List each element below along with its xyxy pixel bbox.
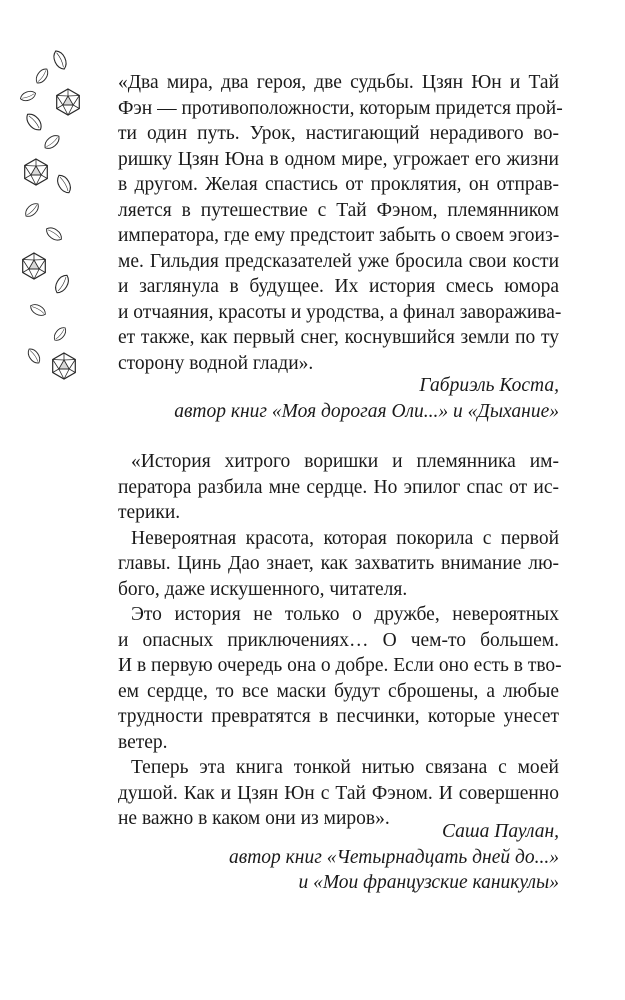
text-line: не важно в каком они из миров». <box>118 808 390 829</box>
text-line: душой. Как и Цзян Юн с Тай Фэном. И совершенно <box>118 782 559 804</box>
petal-icon <box>52 325 69 343</box>
text-line: трудности превратятся в песчинки, которые унесет <box>118 706 559 727</box>
petal-icon <box>28 302 47 318</box>
text-line: и отчаяния, красоты и уродства, а финал заворажива- <box>118 301 562 323</box>
paragraph <box>118 526 559 603</box>
text-line: ператора разбила мне сердце. Но эпилог спас от ис- <box>118 476 559 498</box>
text-line: сторону водной глади». <box>118 352 314 374</box>
text-line: «Два мира, два героя, две судьбы. Цзян Юн и Тай <box>118 72 559 93</box>
petal-icon <box>20 89 37 102</box>
polyhedral-dice-icon <box>25 159 48 185</box>
paragraph <box>118 449 559 526</box>
text-line: бого, даже искушенного, читателя. <box>118 578 408 600</box>
text-line: ти один путь. Урок, настигающий нерадивого во- <box>118 123 559 144</box>
petal-icon <box>23 201 41 219</box>
petal-icon <box>52 273 71 296</box>
text-line: ет также, как первый снег, коснувшийся земли по ту <box>118 327 559 348</box>
quote-author: Габриэль Коста, <box>419 375 559 396</box>
polyhedral-dice-icon <box>23 253 46 279</box>
text-line: ляется в путешествие с Тай Фэном, племянником <box>118 199 559 221</box>
text-line: ришку Цзян Юна в одном мире, угрожает его жизни <box>118 148 559 170</box>
quote-2-text <box>118 449 562 832</box>
quote-1-signature <box>174 373 559 424</box>
text-line: Невероятная красота, которая покорила с первой <box>131 527 559 549</box>
text-line: ем сердце, то все маски будут сброшены, а любые <box>118 680 559 702</box>
text-line: Теперь эта книга тонкой нитью связана с моей <box>131 757 559 778</box>
text-line: терики. <box>118 502 181 523</box>
quote-1-text <box>118 70 563 376</box>
quote-author: Саша Паулан, <box>442 821 559 842</box>
text-line: ме. Гильдия предсказателей уже бросила свои кости <box>118 250 559 272</box>
petal-dice-ornament <box>20 44 90 394</box>
text-line: главы. Цинь Дао знает, как захватить внимание лю- <box>118 553 559 574</box>
polyhedral-dice-icon <box>53 353 76 379</box>
text-line: и заглянула в будущее. Их история смесь юмора <box>118 276 559 297</box>
paragraph <box>118 602 562 755</box>
text-line: И в первую очередь она о добре. Если оно есть в тво- <box>118 655 562 676</box>
petal-icon <box>51 49 69 72</box>
quote-author-credit: автор книг «Четырнадцать дней до...» <box>229 846 559 868</box>
quote-author-credit: автор книг «Моя дорогая Оли...» и «Дыхание» <box>174 400 559 422</box>
polyhedral-dice-icon <box>57 89 80 115</box>
text-line: ветер. <box>118 731 168 753</box>
petal-icon <box>24 111 45 133</box>
quote-2-signature <box>229 819 559 896</box>
text-line: Фэн — противоположности, которым придется прой- <box>118 97 563 119</box>
text-line: Это история не только о дружбе, невероятных <box>131 604 559 625</box>
petal-icon <box>25 346 42 365</box>
quote-author-credit: и «Мои французские каникулы» <box>298 872 559 893</box>
text-line: императора, где ему предстоит забыть о своем эгоиз- <box>118 225 560 246</box>
petal-icon <box>33 66 50 85</box>
text-line: в другом. Желая спастись от проклятия, он отправ- <box>118 174 559 195</box>
petal-icon <box>42 133 62 152</box>
petal-icon <box>44 225 64 243</box>
text-line: и опасных приключениях… О чем-то большем. <box>118 629 559 651</box>
text-line: «История хитрого воришки и племянника им- <box>131 451 559 472</box>
petal-icon <box>54 173 73 196</box>
